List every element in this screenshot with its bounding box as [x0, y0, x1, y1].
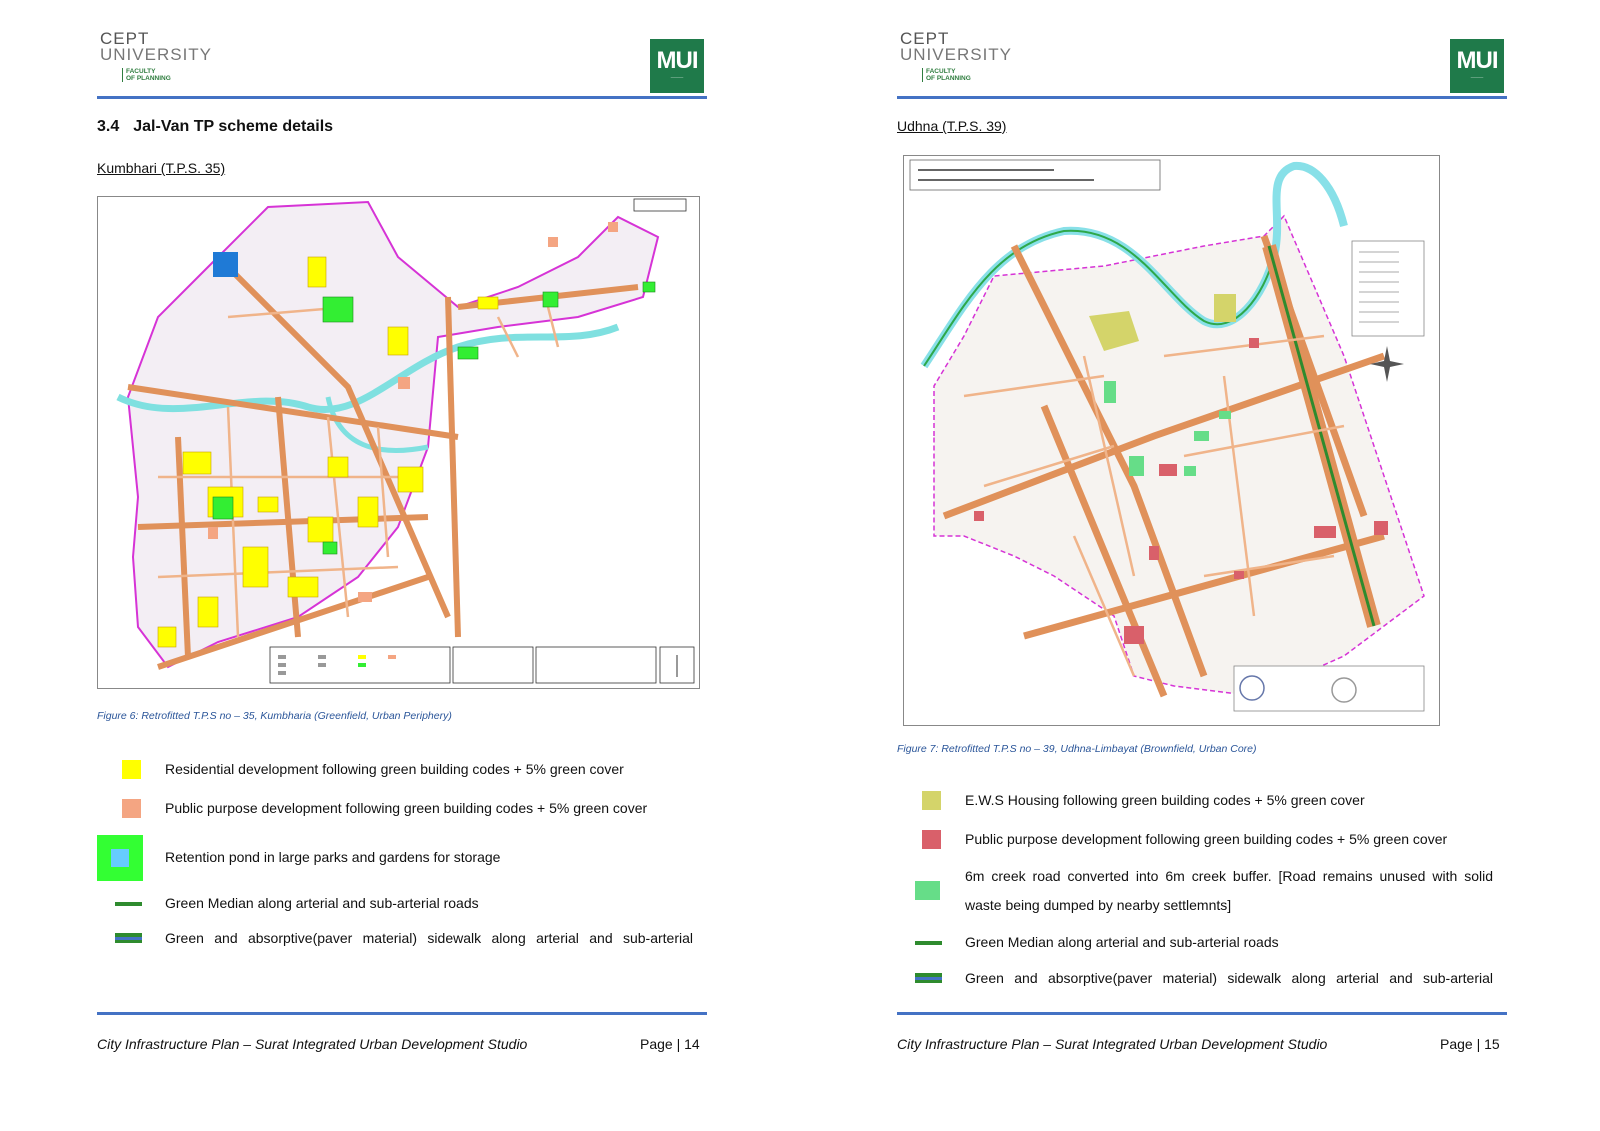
legend-creek-buffer	[897, 862, 1517, 922]
legend-swatch-sidewalk-green2	[115, 940, 142, 943]
legend-swatch-yellow	[122, 760, 141, 779]
legend-text: E.W.S Housing following green building codes + 5% green cover	[965, 792, 1365, 808]
footer-title: City Infrastructure Plan – Surat Integrated Urban Development Studio	[97, 1036, 528, 1052]
section-number: 3.4	[97, 118, 120, 135]
legend-text: Retention pond in large parks and gardens for storage	[165, 849, 501, 865]
figure-6-caption: Figure 6: Retrofitted T.P.S no – 35, Kumbharia (Greenfield, Urban Periphery)	[97, 710, 452, 722]
legend-ews-housing	[897, 786, 1517, 816]
cept-logo-faculty: FACULTY OF PLANNING	[122, 68, 171, 82]
subheading-kumbhari: Kumbhari (T.P.S. 35)	[97, 160, 226, 176]
legend-public-purpose	[897, 825, 1517, 855]
legend-green-sidewalk	[897, 964, 1517, 994]
mui-logo	[1450, 39, 1504, 93]
footer-page-number: Page | 14	[640, 1036, 700, 1052]
cept-logo-line2: UNIVERSITY	[900, 45, 1013, 64]
legend-retention-pond	[97, 835, 717, 881]
cept-logo-line2: UNIVERSITY	[100, 45, 213, 64]
legend-green-sidewalk	[97, 924, 717, 954]
legend-residential	[97, 755, 717, 785]
legend-swatch-red	[922, 830, 941, 849]
legend-text: Residential development following green building codes + 5% green cover	[165, 761, 624, 777]
footer-title: City Infrastructure Plan – Surat Integrated Urban Development Studio	[897, 1036, 1328, 1052]
udhna-map-drawing	[904, 156, 1439, 725]
cept-university-logo	[100, 29, 213, 90]
legend-text: Public purpose development following green building codes + 5% green cover	[965, 831, 1448, 847]
mui-logo-text: MUI	[1456, 47, 1498, 74]
legend-public-purpose	[97, 794, 717, 824]
legend-text: Public purpose development following green building codes + 5% green cover	[165, 800, 648, 816]
legend-green-median	[97, 889, 717, 919]
legend-text: Green Median along arterial and sub-arterial roads	[165, 895, 479, 911]
legend-swatch-sidewalk-green2	[915, 980, 942, 983]
page-15	[800, 0, 1600, 1131]
header-rule	[97, 96, 707, 99]
legend-text: Green and absorptive(paver material) sidewalk along arterial and sub-arterial	[965, 970, 1493, 986]
mui-logo-subtext: ─────	[670, 76, 684, 80]
footer-rule	[897, 1012, 1507, 1015]
legend-green-median	[897, 928, 1517, 958]
legend-swatch-pond	[111, 849, 129, 867]
legend-text: Green and absorptive(paver material) sidewalk along arterial and sub-arterial	[165, 930, 693, 946]
kumbharia-map-drawing	[98, 197, 699, 688]
legend-swatch-salmon	[122, 799, 141, 818]
legend-swatch-light-green	[915, 881, 940, 900]
mui-logo-text: MUI	[656, 47, 698, 74]
legend-swatch-green-park	[97, 835, 143, 881]
footer-page-number: Page | 15	[1440, 1036, 1500, 1052]
kumbharia-tp-map	[97, 196, 700, 689]
cept-logo-faculty: FACULTY OF PLANNING	[922, 68, 971, 82]
subheading-udhna: Udhna (T.P.S. 39)	[897, 118, 1007, 134]
legend-swatch-median	[915, 941, 942, 945]
footer-rule	[97, 1012, 707, 1015]
figure-7-caption: Figure 7: Retrofitted T.P.S no – 39, Udhna-Limbayat (Brownfield, Urban Core)	[897, 743, 1257, 755]
cept-logo-line1: CEPT	[100, 29, 150, 48]
legend-swatch-median	[115, 902, 142, 906]
cept-university-logo	[900, 29, 1013, 90]
legend-text: Green Median along arterial and sub-arterial roads	[965, 934, 1279, 950]
header-rule	[897, 96, 1507, 99]
section-title: Jal-Van TP scheme details	[133, 118, 334, 135]
section-heading	[97, 118, 333, 136]
legend-swatch-olive	[922, 791, 941, 810]
legend-text: 6m creek road converted into 6m creek buffer. [Road remains unused with solid waste being dumped by nearby settlemnts]	[965, 868, 1493, 913]
udhna-tp-map	[903, 155, 1440, 726]
mui-logo	[650, 39, 704, 93]
mui-logo-subtext: ─────	[1470, 76, 1484, 80]
cept-logo-line1: CEPT	[900, 29, 950, 48]
